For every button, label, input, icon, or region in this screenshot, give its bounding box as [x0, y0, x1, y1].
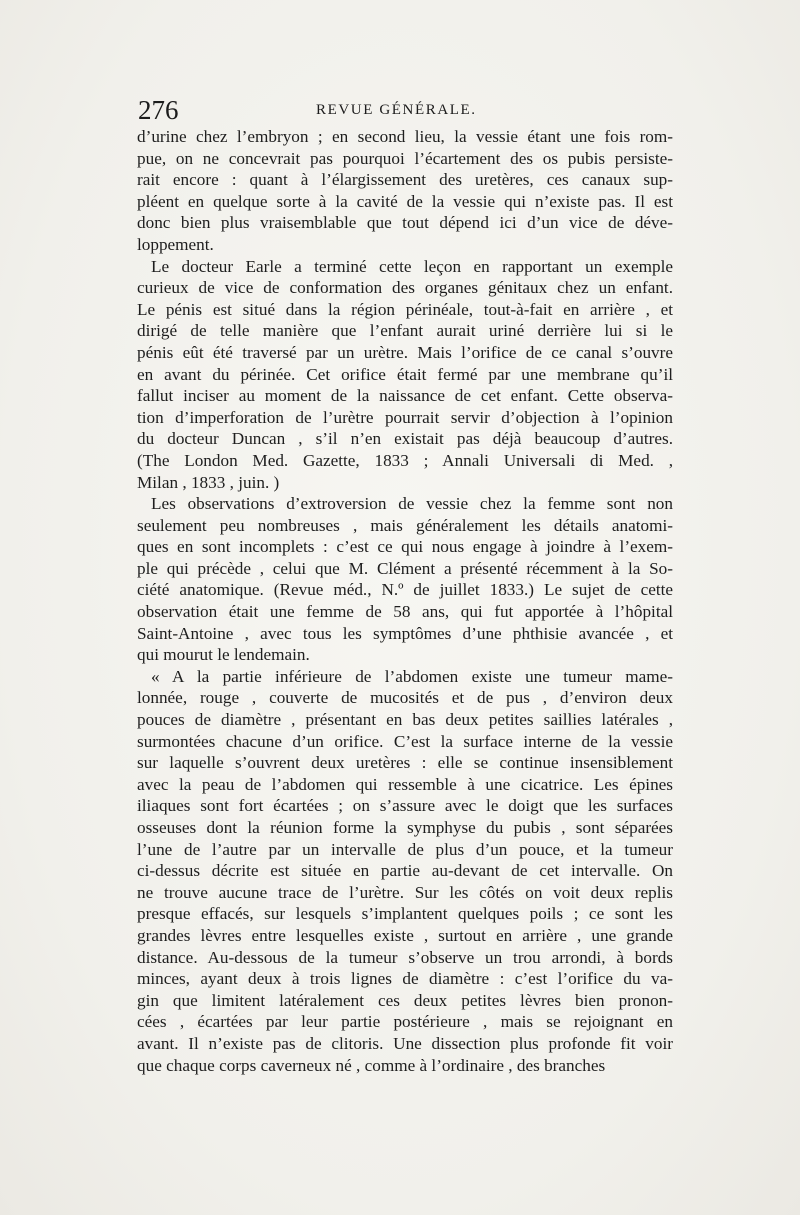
text-line: surmontées chacune d’un orifice. C’est la surface interne de la vessie [137, 731, 673, 751]
text-line: du docteur Duncan , s’il n’en existait pas déjà beaucoup d’autres. [137, 429, 673, 449]
text-line: sur laquelle s’ouvrent deux uretères : elle se continue insensiblement [137, 753, 673, 773]
text-line: que chaque corps caverneux né , comme à l’ordinaire , des branches [137, 1055, 606, 1075]
text-line: « A la partie inférieure de l’abdomen existe une tumeur mame- [151, 666, 673, 686]
text-line: ques en sont incomplets : c’est ce qui nous engage à joindre à l’exem- [137, 537, 673, 557]
text-line: dirigé de telle manière que l’enfant aurait uriné derrière lui si le [137, 321, 673, 341]
paragraph [137, 126, 673, 256]
paragraph [137, 666, 673, 1076]
running-title: REVUE GÉNÉRALE. [316, 102, 477, 118]
text-line: loppement. [137, 234, 214, 254]
text-line: ne trouve aucune trace de l’urètre. Sur les côtés on voit deux replis [137, 882, 673, 902]
text-line: seulement peu nombreuses , mais généralement les détails anatomi- [137, 515, 673, 535]
text-line: iliaques sont fort écartées ; on s’assure avec le doigt que les surfaces [137, 796, 673, 816]
text-line: pue, on ne concevrait pas pourquoi l’écartement des os pubis persiste- [137, 148, 673, 168]
text-line: avant. Il n’existe pas de clitoris. Une dissection plus profonde fit voir [137, 1033, 673, 1053]
text-line: qui mourut le lendemain. [137, 645, 310, 665]
text-line: lonnée, rouge , couverte de mucosités et de pus , d’environ deux [137, 688, 673, 708]
text-line: presque effacés, sur lesquels s’implantent quelques poils ; ce sont les [137, 904, 673, 924]
text-line: fallut inciser au moment de la naissance de cet enfant. Cette observa- [137, 386, 673, 406]
page-number: 276 [138, 95, 179, 125]
text-line: en avant du périnée. Cet orifice était fermé par une membrane qu’il [137, 364, 673, 384]
text-line: minces, ayant deux à trois lignes de diamètre : c’est l’orifice du va- [137, 969, 673, 989]
text-line: curieux de vice de conformation des organes génitaux chez un enfant. [137, 278, 673, 298]
text-line: avec la peau de l’abdomen qui ressemble à une cicatrice. Les épines [137, 774, 673, 794]
text-line: donc bien plus vraisemblable que tout dépend ici d’un vice de déve- [137, 213, 673, 233]
body-text [137, 126, 673, 1076]
text-line: cées , écartées par leur partie postérieure , mais se rejoignant en [137, 1012, 673, 1032]
text-line: osseuses dont la réunion forme la symphyse du pubis , sont séparées [137, 818, 673, 837]
text-line: Saint-Antoine , avec tous les symptômes d’une phthisie avancée , et [137, 623, 673, 643]
text-line: Les observations d’extroversion de vessie chez la femme sont non [151, 494, 673, 514]
text-line: Le docteur Earle a terminé cette leçon en rapportant un exemple [151, 256, 673, 276]
text-line: ci-dessus décrite est située en partie au-devant de cet intervalle. On [137, 861, 673, 881]
text-line: l’une de l’autre par un intervalle de plus d’un pouce, et la tumeur [137, 839, 673, 859]
text-line: (The London Med. Gazette, 1833 ; Annali Universali di Med. , [137, 450, 673, 470]
text-line: Milan , 1833 , juin. ) [137, 472, 280, 492]
text-line: distance. Au-dessous de la tumeur s’observe un trou arrondi, à bords [137, 947, 673, 967]
text-line: gin que limitent latéralement ces deux petites lèvres bien pronon- [137, 990, 673, 1010]
text-line: grandes lèvres entre lesquelles existe , surtout en arrière , une grande [137, 925, 673, 945]
paragraph [137, 493, 673, 666]
text-line: tion d’imperforation de l’urètre pourrait servir d’objection à l’opinion [137, 407, 673, 427]
text-line: observation était une femme de 58 ans, qui fut apportée à l’hôpital [137, 602, 673, 622]
text-line: pénis eût été traversé par un urètre. Mais l’orifice de ce canal s’ouvre [137, 342, 673, 362]
text-line: rait encore : quant à l’élargissement des uretères, ces canaux sup- [137, 170, 673, 190]
text-line: pouces de diamètre , présentant en bas deux petites saillies latérales , [137, 710, 673, 730]
page-header [138, 92, 673, 128]
text-line: ple qui précède , celui que M. Clément a présenté récemment à la So- [137, 558, 673, 578]
text-line: ciété anatomique. (Revue méd., N.º de juillet 1833.) Le sujet de cette [137, 580, 673, 600]
paragraph [137, 256, 673, 494]
text-line: Le pénis est situé dans la région périnéale, tout-à-fait en arrière , et [137, 299, 673, 319]
text-line: d’urine chez l’embryon ; en second lieu, la vessie étant une fois rom- [137, 127, 673, 146]
text-line: pléent en quelque sorte à la cavité de la vessie qui n’existe pas. Il est [137, 191, 673, 211]
